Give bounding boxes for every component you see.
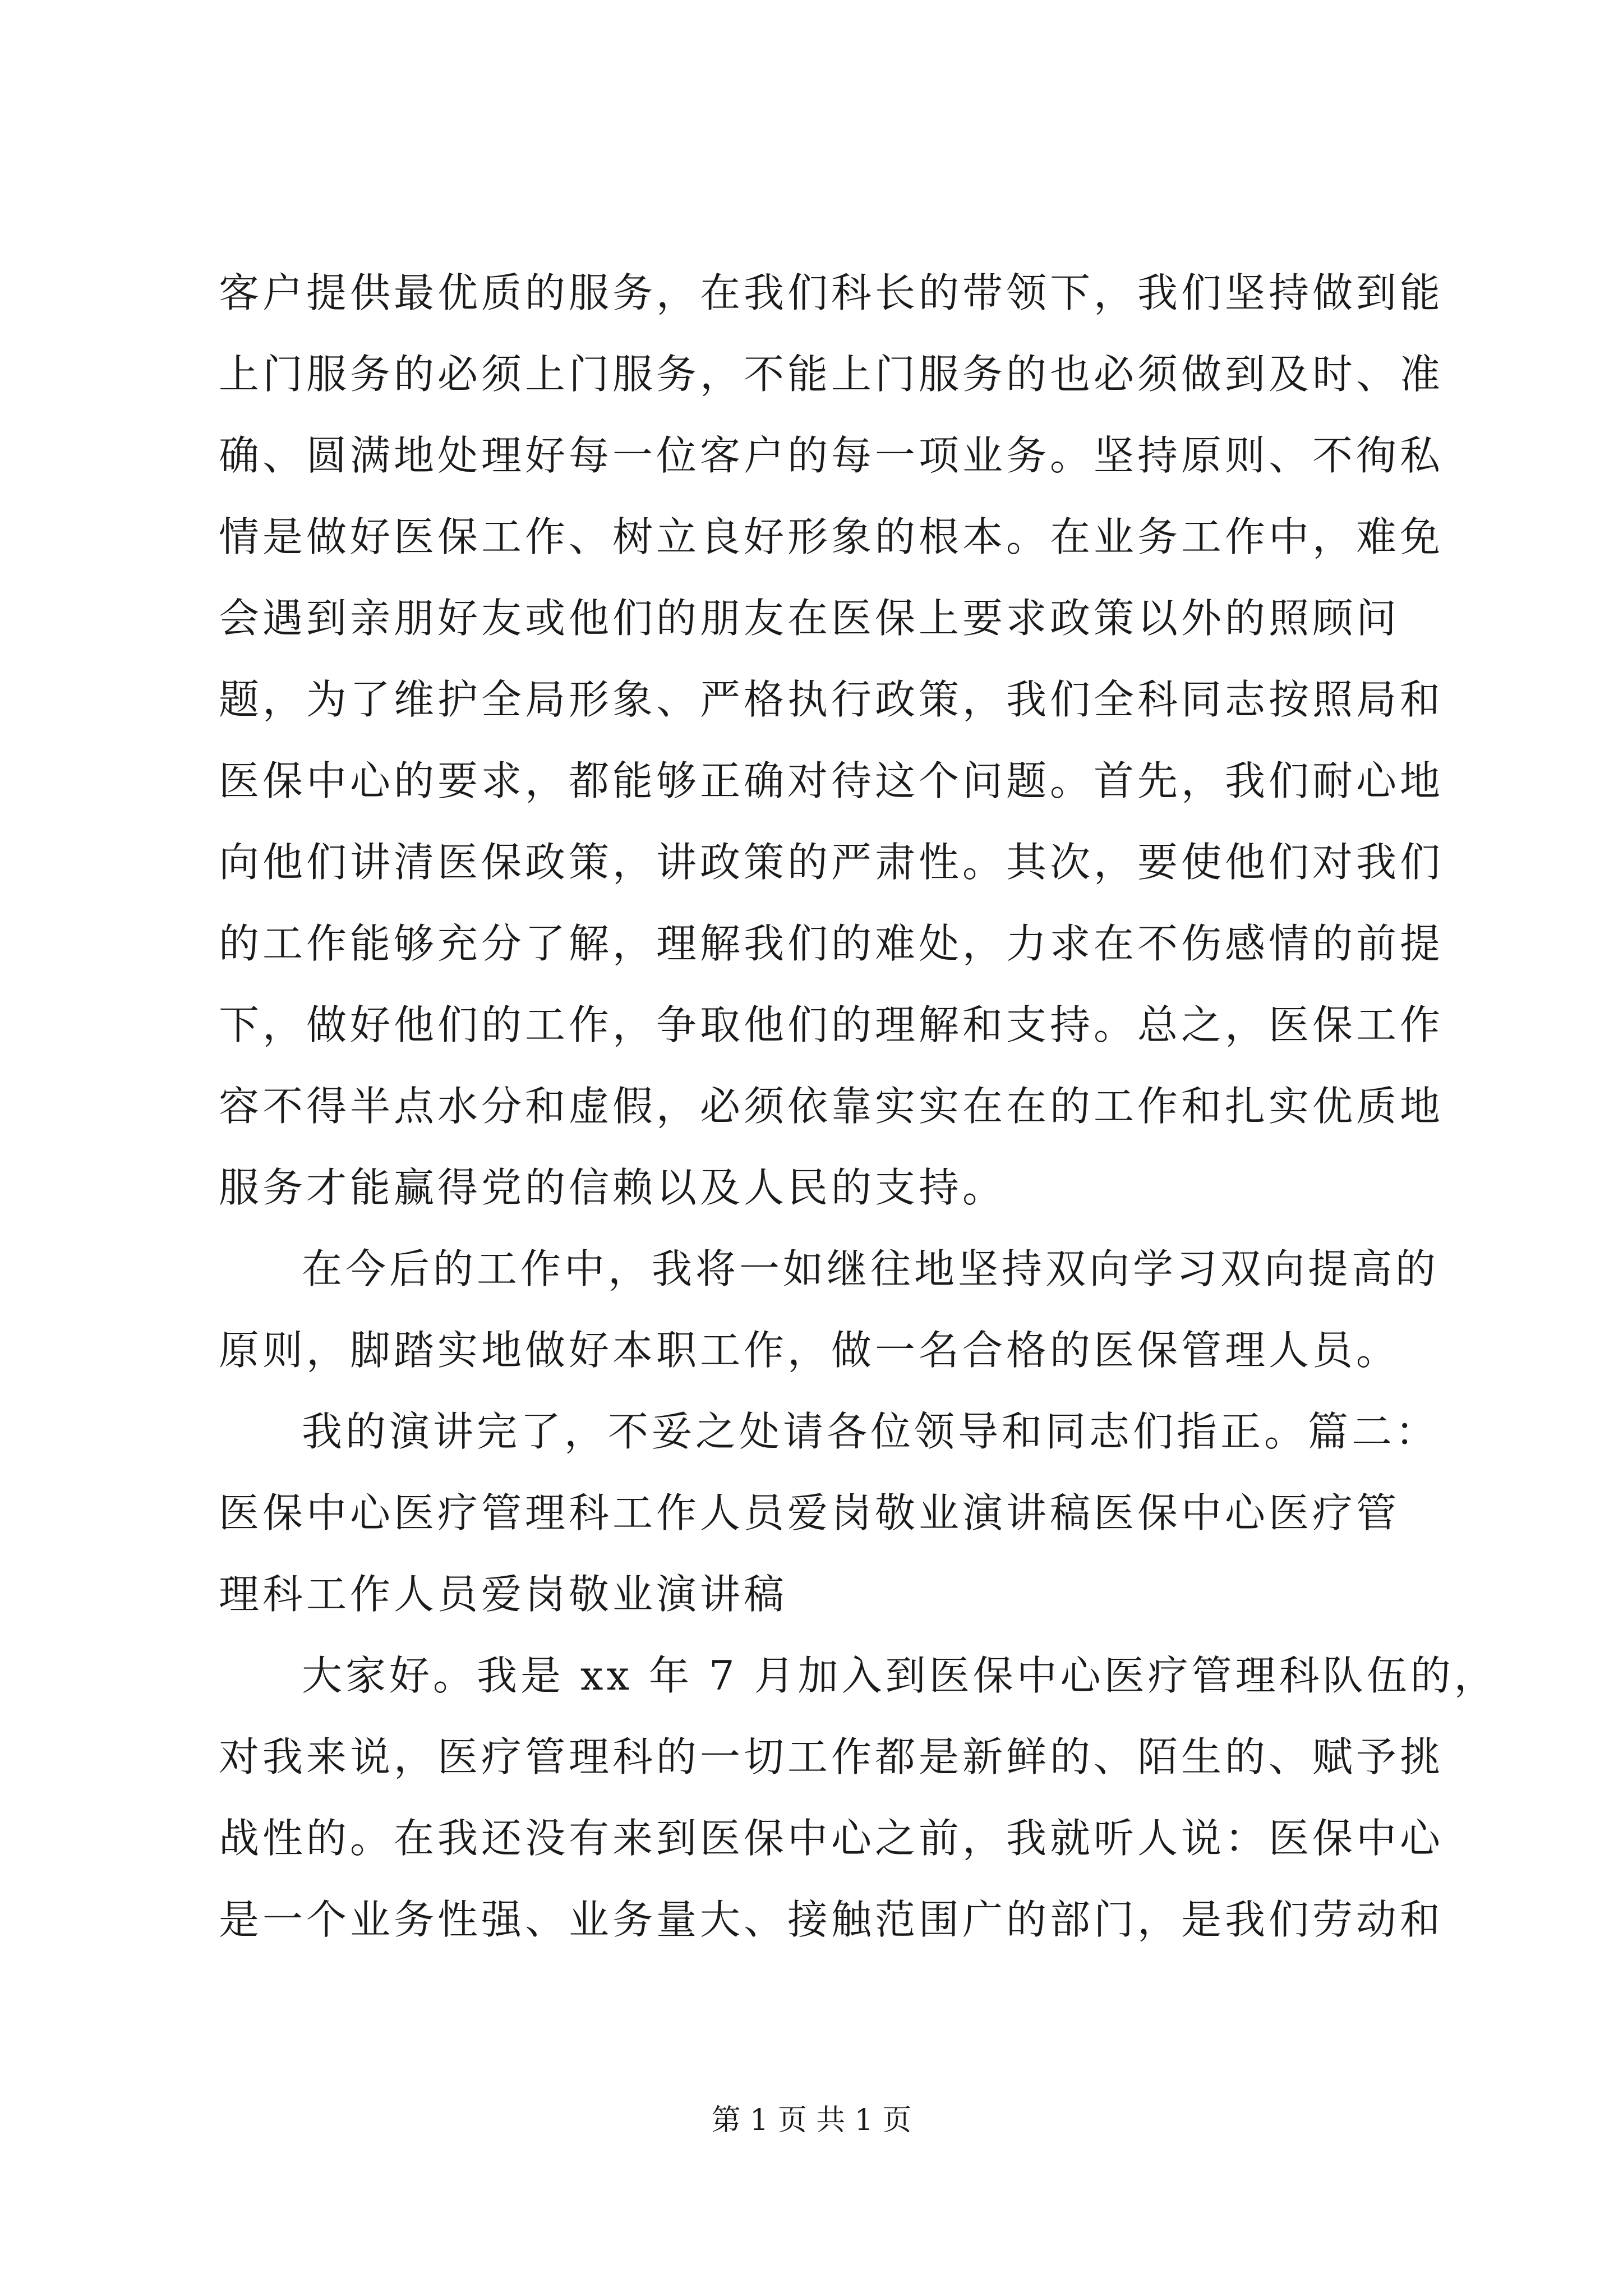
text-line: 医保中心的要求，都能够正确对待这个问题。首先，我们耐心地	[219, 757, 1444, 804]
page-number-label: 第 1 页 共 1 页	[711, 2104, 912, 2137]
text-line: 的工作能够充分了解，理解我们的难处，力求在不伤感情的前提	[219, 920, 1444, 967]
text-line: 下，做好他们的工作，争取他们的理解和支持。总之，医保工作	[219, 1001, 1444, 1048]
paragraph-start-line: 在今后的工作中，我将一如继往地坚持双向学习双向提高的	[302, 1245, 1440, 1292]
paragraph-start-line: 我的演讲完了，不妥之处请各位领导和同志们指正。篇二：	[302, 1408, 1440, 1455]
page-footer	[0, 2101, 1623, 2140]
text-line: 会遇到亲朋好友或他们的朋友在医保上要求政策以外的照顾问	[219, 595, 1400, 642]
text-line: 容不得半点水分和虚假，必须依靠实实在在的工作和扎实优质地	[219, 1083, 1444, 1130]
text-line: 对我来说，医疗管理科的一切工作都是新鲜的、陌生的、赋予挑	[219, 1733, 1444, 1780]
text-line: 题，为了维护全局形象、严格执行政策，我们全科同志按照局和	[219, 676, 1444, 723]
text-line: 客户提供最优质的服务，在我们科长的带领下，我们坚持做到能	[219, 269, 1444, 316]
text-line: 是一个业务性强、业务量大、接触范围广的部门，是我们劳动和	[219, 1896, 1444, 1943]
document-body	[219, 252, 1498, 1961]
paragraph-start-line: 大家好。我是 xx 年 7 月加入到医保中心医疗管理科队伍的，	[302, 1652, 1498, 1699]
text-line: 理科工作人员爱岗敬业演讲稿	[219, 1571, 788, 1618]
text-line: 原则，脚踏实地做好本职工作，做一名合格的医保管理人员。	[219, 1327, 1400, 1374]
text-line: 医保中心医疗管理科工作人员爱岗敬业演讲稿医保中心医疗管	[219, 1489, 1400, 1536]
text-line: 战性的。在我还没有来到医保中心之前，我就听人说：医保中心	[219, 1815, 1444, 1862]
text-line: 服务才能赢得党的信赖以及人民的支持。	[219, 1164, 1007, 1211]
text-line: 上门服务的必须上门服务，不能上门服务的也必须做到及时、准	[219, 351, 1444, 398]
text-line: 向他们讲清医保政策，讲政策的严肃性。其次，要使他们对我们	[219, 839, 1444, 886]
text-line: 情是做好医保工作、树立良好形象的根本。在业务工作中，难免	[219, 513, 1444, 560]
text-line: 确、圆满地处理好每一位客户的每一项业务。坚持原则、不徇私	[219, 432, 1444, 479]
